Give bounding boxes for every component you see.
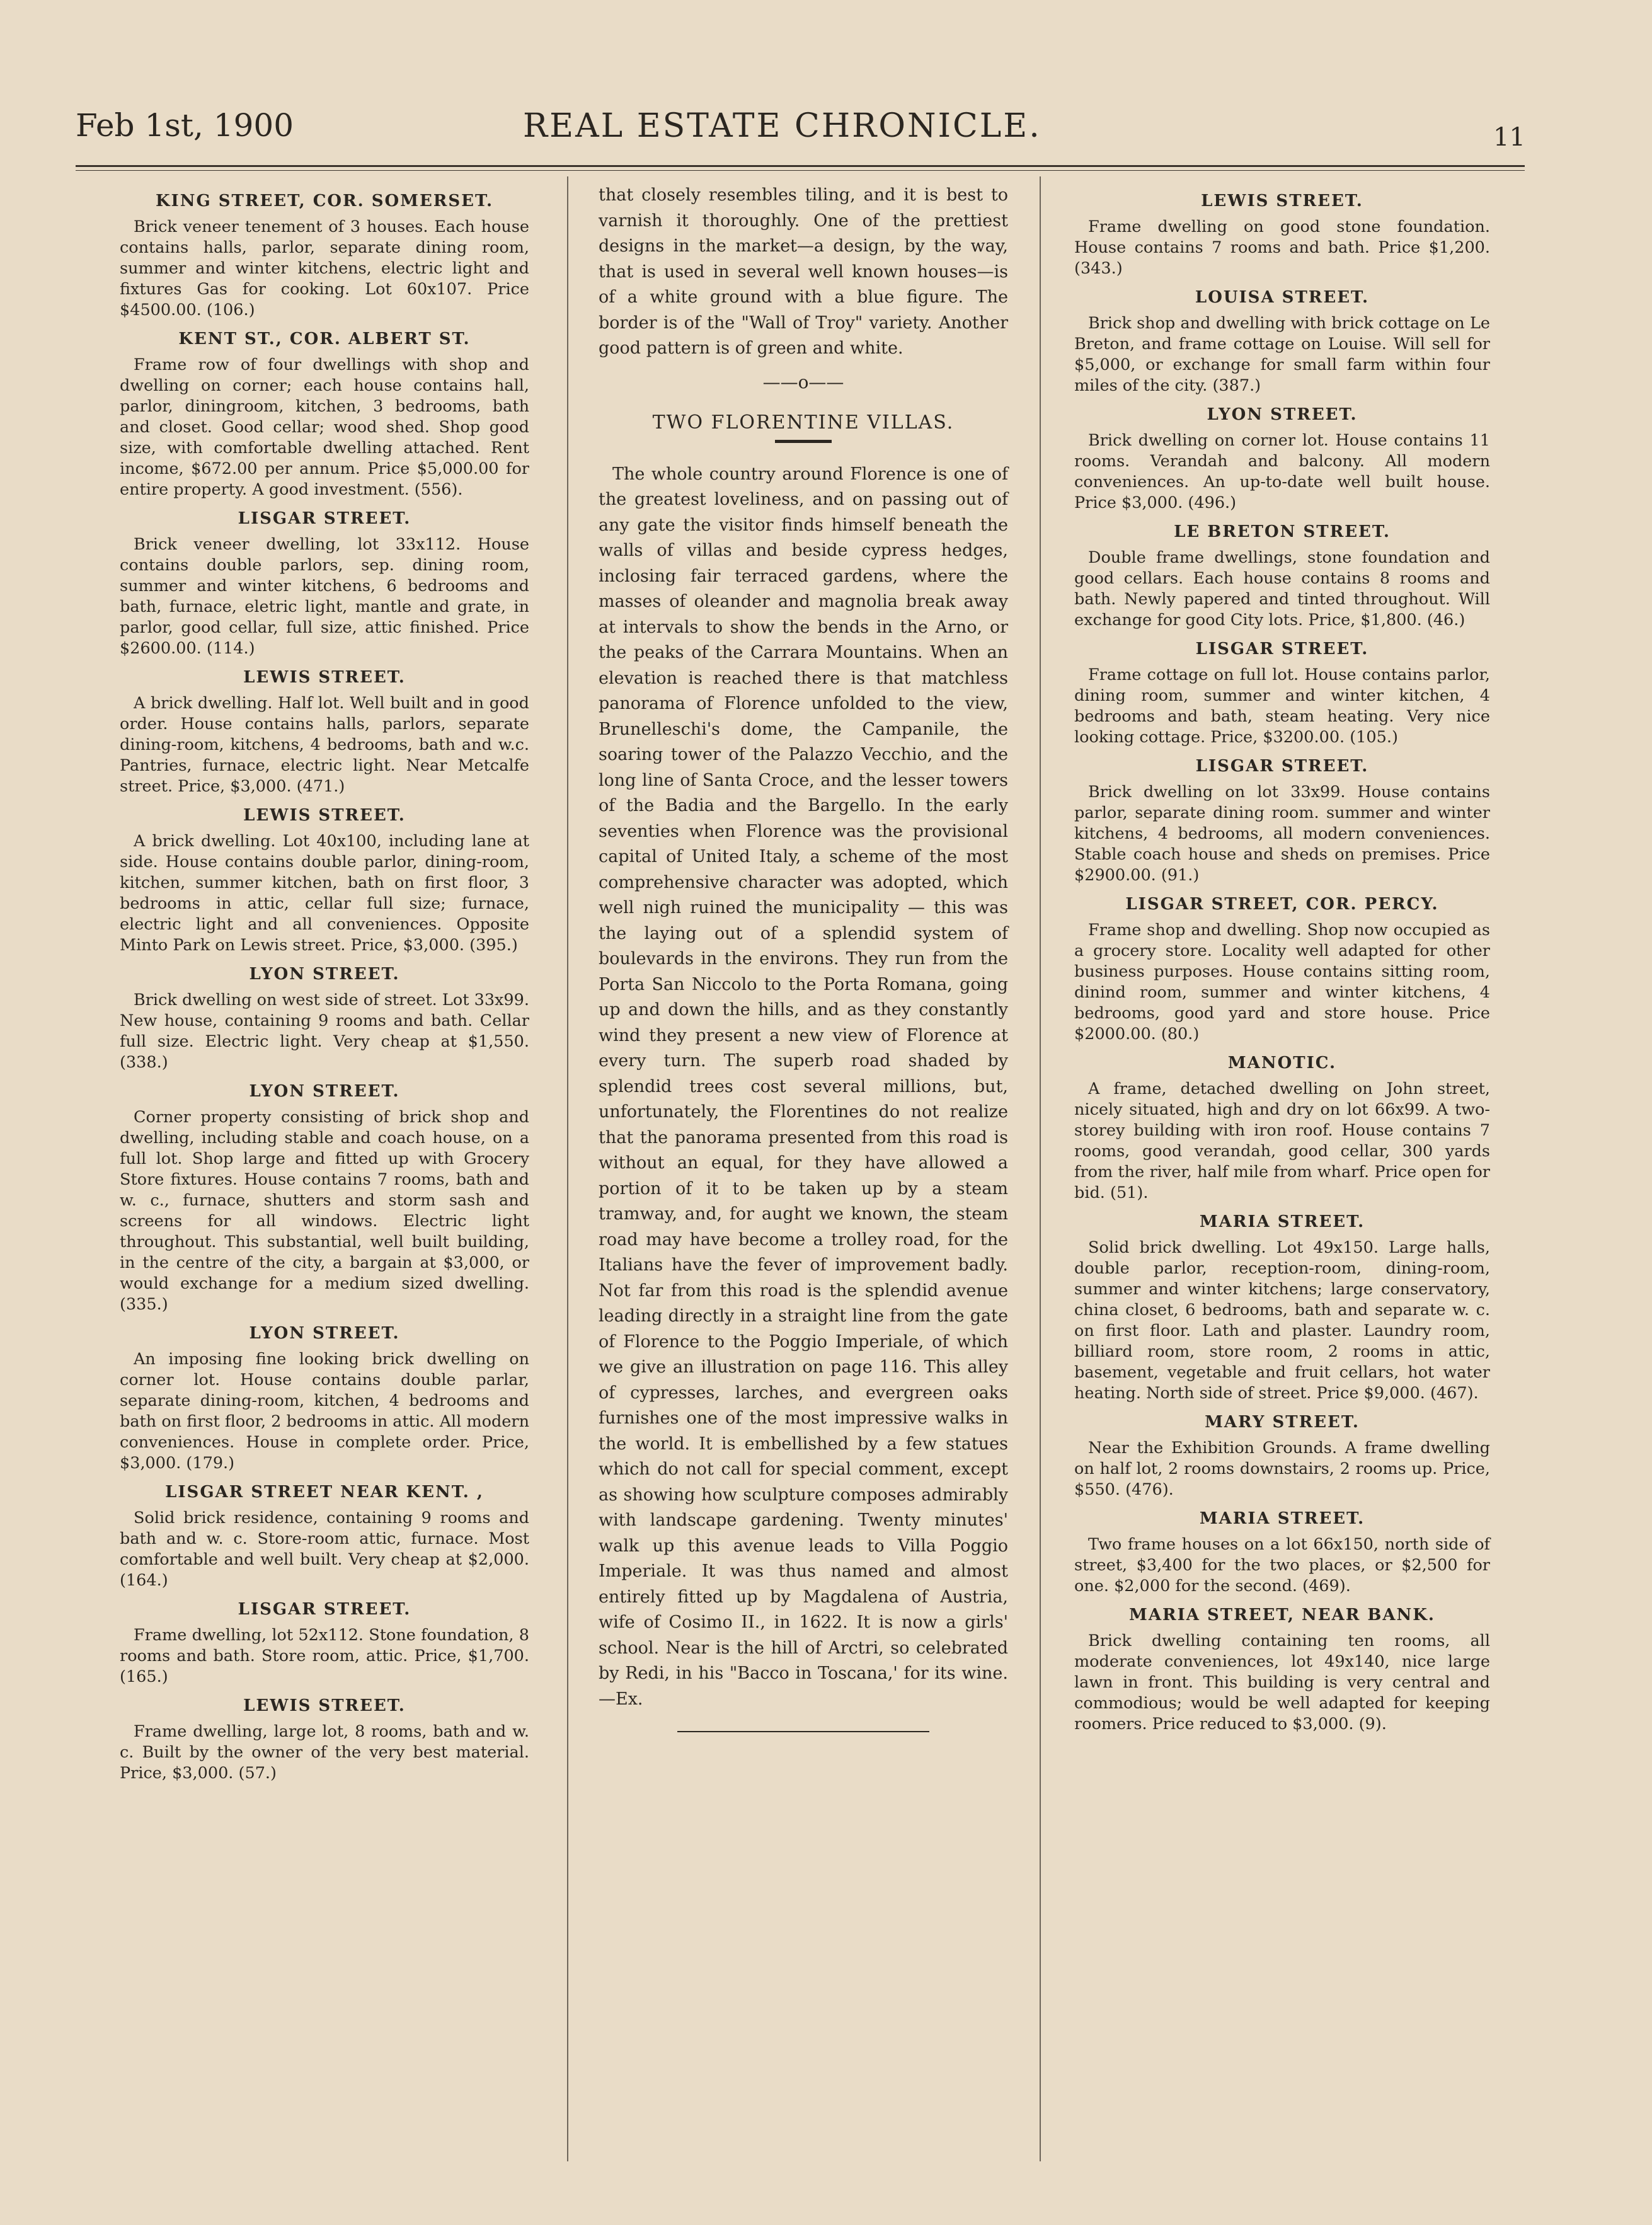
listing-text: An imposing fine looking brick dwelling on corner lot. House contains double parlar, separate dining-room, kitchen, 4 bedrooms and bath on first floor, 2 bedrooms in attic. All modern conveniences. House in complete order. Price, $3,000. (179.): [120, 1350, 529, 1473]
listing: [1074, 1509, 1490, 1597]
listing: [120, 1324, 529, 1474]
listing-heading: MARIA STREET.: [1199, 1212, 1365, 1231]
listing: [1074, 1606, 1490, 1735]
article-body: The whole country around Florence is one of the greatest loveliness, and on passing out of any gate the visitor finds himself beneath the walls of villas and beside cypress hedges, inclosing fair terraced gardens, where the masses of oleander and magnolia break away at intervals to show the bends in the Arno, or the peaks of the Carrara Mountains. When an elevation is reached there is that matchless panorama of Florence unfolded to the view, Brunelleschi's dome, the Campanile, the soaring tower of the Palazzo Vecchio, and the long line of Santa Croce, and the lesser towers of the Badia and the Bargello. In the early seventies when Florence was the provisional capital of United Italy, a scheme of the most comprehensive character was adopted, which well nigh ruined the municipality — this was the laying out of a splendid system of boulevards in the environs. They run from the Porta San Niccolo to the Porta Romana, going up and down the hills, and as they constantly wind they present a new view of Florence at every turn. The superb road shaded by splendid trees cost several millions, but, unfortunately, the Florentines do not realize that the panorama presented from this road is without an equal, for they have allowed a portion of it to be taken up by a steam tramway, and, for aught we known, the steam road may have become a trolley road, for the Italians have the fever of improvement badly. Not far from this road is the splendid avenue leading directly in a straight line from the gate of Florence to the Poggio Imperiale, of which we give an illustration on page 116. This alley of cypresses, larches, and evergreen oaks furnishes one of the most impressive walks in the world. It is embellished by a few statues which do not call for special comment, except as showing how sculpture composes admirably with landscape gardening. Twenty minutes' walk up this avenue leads to Villa Poggio Imperiale. It was thus named and almost entirely fitted up by Magdalena of Austria, wife of Cosimo II., in 1622. It is now a girls' school. Near is the hill of Arctri, so celebrated by Redi, in his "Bacco in Toscana,' for its wine.—Ex.: [599, 464, 1008, 1709]
listing: [120, 668, 529, 797]
listing-heading: LISGAR STREET NEAR KENT. ,: [165, 1483, 484, 1502]
listing: [120, 1483, 529, 1591]
header-rule-thin: [76, 170, 1525, 171]
column-listings-left: [120, 183, 529, 1790]
column-divider: [567, 176, 568, 2161]
listing-text: A brick dwelling. Lot 40x100, including lane at side. House contains double parlor, dining-room, kitchen, summer kitchen, bath on first floor, 3 bedrooms in attic, cellar full size; furnace, electric light and all conveniences. Opposite Minto Park on Lewis street. Price, $3,000. (395.): [120, 832, 529, 955]
listing-text: Brick shop and dwelling with brick cottage on Le Breton, and frame cottage on Louise. Will sell for $5,000, or exchange for small farm within four miles of the city. (387.): [1074, 314, 1490, 395]
section-separator: ——o——: [762, 371, 844, 393]
listing-text: Near the Exhibition Grounds. A frame dwelling on half lot, 2 rooms downstairs, 2 rooms up. Price, $550. (476).: [1074, 1439, 1490, 1499]
listing: [120, 509, 529, 659]
listing: [1074, 1054, 1490, 1204]
listing-heading: LYON STREET.: [249, 1082, 400, 1101]
masthead-title: REAL ESTATE CHRONICLE.: [523, 107, 1041, 145]
listing: [1074, 522, 1490, 631]
listing-text: Frame dwelling, large lot, 8 rooms, bath and w. c. Built by the owner of the very best material. Price, $3,000. (57.): [120, 1722, 529, 1783]
listing: [1074, 1212, 1490, 1404]
listing: [120, 1696, 529, 1784]
listing-heading: LISGAR STREET, COR. PERCY.: [1125, 895, 1439, 914]
listing-text: Frame dwelling, lot 52x112. Stone foundation, 8 rooms and bath. Store room, attic. Price, $1,700. (165.): [120, 1626, 529, 1686]
column-article: [599, 183, 1008, 1732]
listing-text: Brick dwelling on corner lot. House contains 11 rooms. Verandah and balcony. All modern conveniences. An up-to-date well built house. Price $3,000. (496.): [1074, 431, 1490, 512]
listing-heading: LEWIS STREET.: [243, 668, 406, 687]
listing-heading: KING STREET, COR. SOMERSET.: [155, 192, 494, 210]
article-title: TWO FLORENTINE VILLAS.: [652, 411, 955, 434]
listing-heading: LEWIS STREET.: [1201, 192, 1363, 210]
listing-heading: LE BRETON STREET.: [1174, 522, 1391, 541]
listing-text: Frame cottage on full lot. House contains parlor, dining room, summer and winter kitchen, 4 bedrooms and bath, steam heating. Very nice looking cottage. Price, $3200.00. (105.): [1074, 665, 1490, 747]
column-listings-right: [1074, 183, 1490, 1741]
column-divider: [1040, 176, 1041, 2161]
listing: [1074, 405, 1490, 514]
listing-text: Solid brick residence, containing 9 rooms and bath and w. c. Store-room attic, furnace. Most comfortable and well built. Very cheap at $2,000. (164.): [120, 1509, 529, 1590]
listing: [120, 1600, 529, 1687]
listing-heading: MARIA STREET, NEAR BANK.: [1129, 1606, 1435, 1624]
listing-text: Brick dwelling on west side of street. Lot 33x99. New house, containing 9 rooms and bath. Cellar full size. Electric light. Very cheap at $1,550. (338.): [120, 991, 529, 1072]
listing: [120, 1082, 529, 1315]
listing: [1074, 192, 1490, 279]
listing-text: Brick dwelling containing ten rooms, all moderate conveniences, lot 49x140, nice large lawn in front. This building is very central and commodious; would be well adapted for keeping roomers. Price reduced to $3,000. (9).: [1074, 1631, 1490, 1733]
listing-heading: LISGAR STREET.: [1195, 640, 1369, 658]
listing-heading: LEWIS STREET.: [243, 806, 406, 825]
header-rule: [76, 165, 1525, 167]
listing-text: Frame row of four dwellings with shop and dwelling on corner; each house contains hall, parlor, diningroom, kitchen, 3 bedrooms, bath and closet. Good cellar; wood shed. Shop good size, with comfortable dwelling attached. Rent income, $672.00 per annum. Price $5,000.00 for entire property. A good investment. (556).: [120, 355, 529, 499]
listing: [1074, 895, 1490, 1045]
listing-heading: LISGAR STREET.: [1195, 757, 1369, 776]
listing: [1074, 757, 1490, 886]
listing-heading: LOUISA STREET.: [1195, 288, 1370, 307]
listing: [1074, 640, 1490, 748]
page-number: 11: [1493, 123, 1525, 152]
listing-heading: LISGAR STREET.: [238, 1600, 411, 1619]
listing-text: Solid brick dwelling. Lot 49x150. Large halls, double parlor, reception-room, dining-room, summer and winter kitchens; large conservatory, china closet, 6 bedrooms, bath and separate w. c. on first floor. Lath and plaster. Laundry room, billiard room, store room, 2 rooms in attic, basement, vegetable and fruit cellars, hot water heating. North side of street. Price $9,000. (467).: [1074, 1238, 1490, 1403]
listing-text: Brick dwelling on lot 33x99. House contains parlor, separate dining room. summer and winter kitchens, 4 bedrooms, all modern conveniences. Stable coach house and sheds on premises. Price $2900.00. (91.): [1074, 783, 1490, 885]
listing: [1074, 1413, 1490, 1500]
listing-text: Brick veneer dwelling, lot 33x112. House contains double parlors, sep. dining room, summer and winter kitchens, 6 bedrooms and bath, furnace, eletric light, mantle and grate, in parlor, good cellar, full size, attic finished. Price $2600.00. (114.): [120, 535, 529, 658]
listing-heading: MARY STREET.: [1205, 1413, 1360, 1432]
listing: [120, 965, 529, 1073]
listing-heading: LISGAR STREET.: [238, 509, 411, 528]
listing-text: Double frame dwellings, stone foundation and good cellars. Each house contains 8 rooms and bath. Newly papered and tinted throughout. Will exchange for good City lots. Price, $1,800. (46.): [1074, 548, 1490, 630]
listing-heading: MANOTIC.: [1227, 1054, 1337, 1072]
article-continuation: that closely resembles tiling, and it is best to varnish it thoroughly. One of the prettiest designs in the market—a design, by the way, that is used in several well known houses—is of a white ground with a blue figure. The border is of the "Wall of Troy" variety. Another good pattern is of green and white.: [599, 185, 1008, 358]
listing-heading: LEWIS STREET.: [243, 1696, 406, 1715]
listing-text: Brick veneer tenement of 3 houses. Each house contains halls, parlor, separate dining room, summer and winter kitchens, electric light and fixtures Gas for cooking. Lot 60x107. Price $4500.00. (106.): [120, 217, 529, 319]
listing-heading: MARIA STREET.: [1199, 1509, 1365, 1528]
listing-text: A frame, detached dwelling on John street, nicely situated, high and dry on lot 66x99. A two-storey building with iron roof. House contains 7 rooms, good verandah, good cellar, 300 yards from the river, half mile from wharf. Price open for bid. (51).: [1074, 1079, 1490, 1202]
listing: [1074, 288, 1490, 396]
listing-text: Corner property consisting of brick shop and dwelling, including stable and coach house, on a full lot. Shop large and fitted up with Grocery Store fixtures. House contains 7 rooms, bath and w. c., furnace, shutters and storm sash and screens for all windows. Electric light throughout. This substantial, well built building, in the centre of the city, a bargain at $3,000, or would exchange for a medium sized dwelling. (335.): [120, 1108, 529, 1314]
listing-heading: LYON STREET.: [249, 965, 400, 984]
title-rule: [775, 440, 832, 443]
listing-heading: LYON STREET.: [249, 1324, 400, 1343]
listing: [120, 330, 529, 500]
listing-heading: LYON STREET.: [1207, 405, 1358, 424]
listing: [120, 192, 529, 321]
issue-date: Feb 1st, 1900: [76, 107, 294, 144]
listing-text: A brick dwelling. Half lot. Well built and in good order. House contains halls, parlors, separate dining-room, kitchens, 4 bedrooms, bath and w.c. Pantries, furnace, electric light. Near Metcalfe street. Price, $3,000. (471.): [120, 694, 529, 796]
listing-text: Frame shop and dwelling. Shop now occupied as a grocery store. Locality well adapted for other business purposes. House contains sitting room, dinind room, summer and winter kitchens, 4 bedrooms, good yard and store house. Price $2000.00. (80.): [1074, 921, 1490, 1044]
listing-text: Two frame houses on a lot 66x150, north side of street, $3,400 for the two places, or $2,500 for one. $2,000 for the second. (469).: [1074, 1535, 1490, 1595]
listing-heading: KENT ST., COR. ALBERT ST.: [178, 330, 471, 348]
listing-text: Frame dwelling on good stone foundation. House contains 7 rooms and bath. Price $1,200. (343.): [1074, 217, 1490, 278]
article-end-rule: [677, 1731, 929, 1732]
listing: [120, 806, 529, 956]
